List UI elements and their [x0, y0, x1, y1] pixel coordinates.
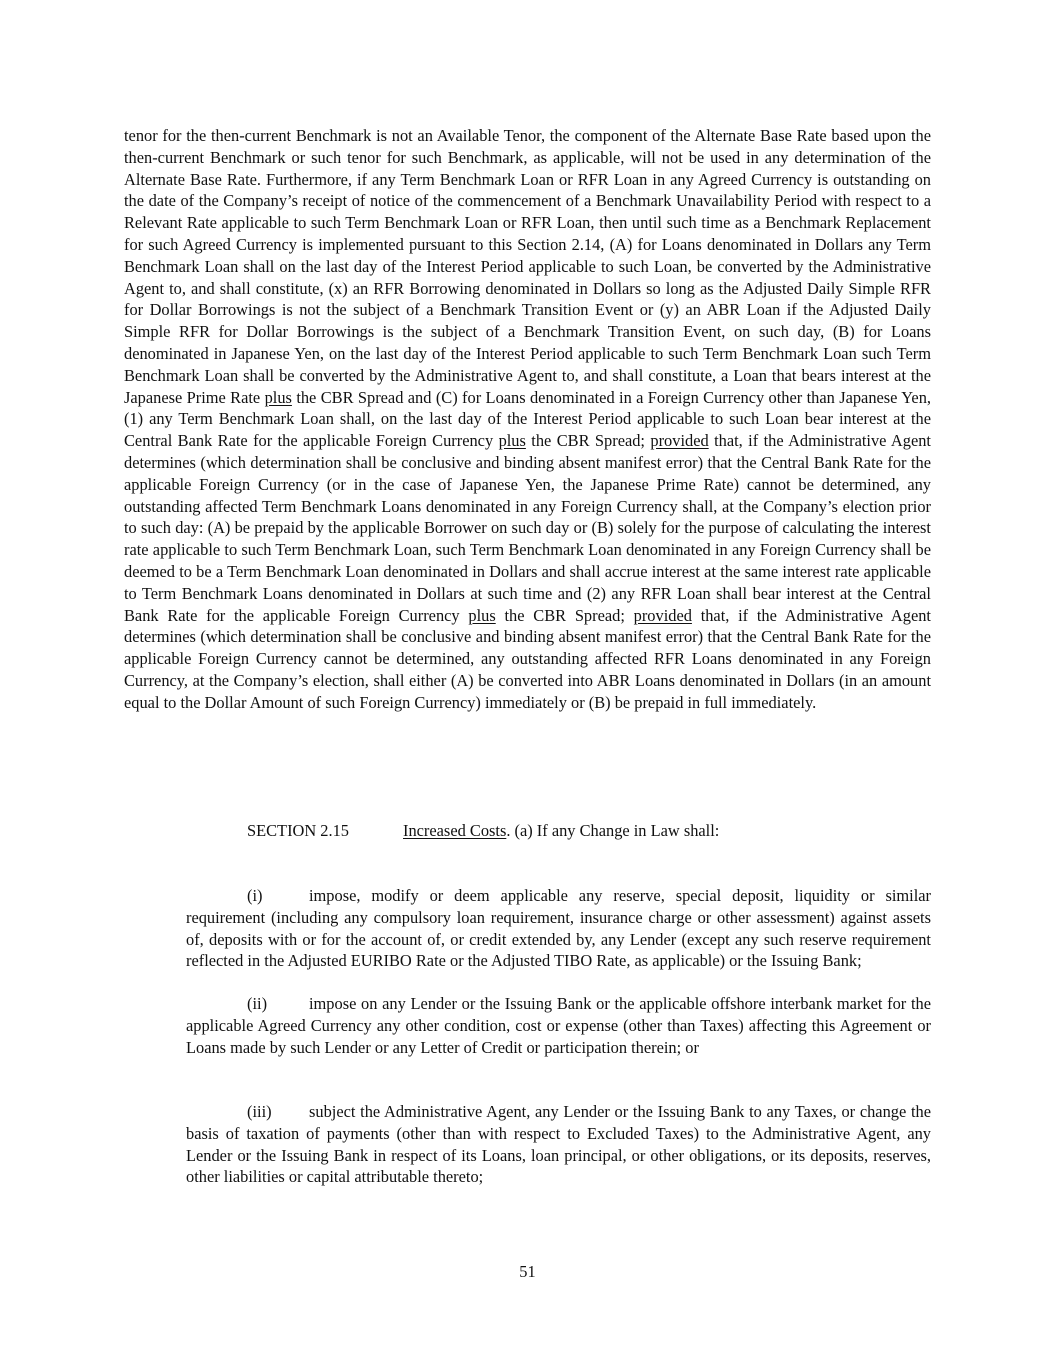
clause-iii — [186, 1101, 931, 1188]
clause-label: (i) — [247, 886, 263, 905]
plus-term: plus — [468, 605, 496, 625]
paragraph-text: tenor for the then-current Benchmark is not an Available Tenor, the component of the Alternate Base Rate based upon the then-current Benchmark or such tenor for such Benchmark, as applicable, will not be used in any determination of the Alternate Base Rate. Furthermore, if any Term Benchmark Loan or RFR Loan in any Agreed Currency is outstanding on the date of the Company’s receipt of notice of the commencement of a Benchmark Unavailability Period with respect to a Relevant Rate applicable to such Term Benchmark Loan or RFR Loan, then until such time as a Benchmark Replacement for such Agreed Currency is implemented pursuant to this Section 2.14, (A) for Loans denominated in Dollars any Term Benchmark Loan shall on the last day of the Interest Period applicable to such Loan, be converted by the Administrative Agent to, and shall constitute, (x) an RFR Borrowing denominated in Dollars so long as the Adjusted Daily Simple RFR for Dollar Borrowings is not the subject of a Benchmark Transition Event or (y) an ABR Loan if the Adjusted Daily Simple RFR for Dollar Borrowings is the subject of a Benchmark Transition Event, on such day, (B) for Loans denominated in Japanese Yen, on the last day of the Interest Period applicable to such Term Benchmark Loan such Term Benchmark Loan shall be converted by the Administrative Agent to, and shall constitute, a Loan that bears interest at the Japanese Prime Rate — [124, 126, 931, 407]
clause-label: (ii) — [247, 994, 268, 1013]
paragraph-text: the CBR Spread; — [531, 431, 645, 451]
plus-term: plus — [498, 431, 526, 451]
page-number: 51 — [519, 1262, 536, 1281]
clause-ii — [186, 993, 931, 1058]
paragraph-text: the CBR Spread and (C) for Loans denominated in a Foreign Currency other than Japanese Yen, (1) any Term Benchmark Loan shall, on the last day of the Interest Period applicable to such Loan bear interest at the Central Bank Rate for the applicable Foreign Currency — [124, 387, 931, 451]
body-paragraph — [124, 125, 931, 714]
paragraph-text: that, if the Administrative Agent determines (which determination shall be conclusive and binding absent manifest error) that the Central Bank Rate for the applicable Foreign Currency cannot be determined, any outstanding affected RFR Loans denominated in any Foreign Currency, at the Company’s election, shall either (A) be converted into ABR Loans denominated in Dollars (in an amount equal to the Dollar Amount of such Foreign Currency) immediately or (B) be prepaid in full immediately. — [124, 605, 931, 712]
clause-text: subject the Administrative Agent, any Lender or the Issuing Bank to any Taxes, or change the basis of taxation of payments (other than with respect to Excluded Taxes) to the Administrative Agent, any Lender or the Issuing Bank in respect of its Loans, loan principal, or other obligations, or its deposits, reserves, other liabilities or capital attributable thereto; — [186, 1102, 931, 1187]
clause-text: impose on any Lender or the Issuing Bank or the applicable offshore interbank market for the applicable Agreed Currency any other condition, cost or expense (other than Taxes) affecting this Agreement or Loans made by such Lender or any Letter of Credit or participation therein; or — [186, 994, 931, 1057]
clause-i — [186, 885, 931, 972]
plus-term: plus — [264, 387, 292, 407]
provided-term: provided — [633, 605, 692, 625]
section-intro: . (a) If any Change in Law shall: — [506, 821, 720, 840]
section-heading — [247, 820, 931, 842]
paragraph-text: that, if the Administrative Agent determines (which determination shall be conclusive and binding absent manifest error) that the Central Bank Rate for the applicable Foreign Currency (or in the case of Japanese Yen, the Japanese Prime Rate) cannot be determined, any outstanding affected Term Benchmark Loans denominated in any Foreign Currency shall, at the Company’s election prior to such day: (A) be prepaid by the applicable Borrower on such day or (B) solely for the purpose of calculating the interest rate applicable to such Term Benchmark Loan, such Term Benchmark Loan denominated in any Foreign Currency shall be deemed to be a Term Benchmark Loan denominated in Dollars and shall accrue interest at the same interest rate applicable to Term Benchmark Loans denominated in Dollars at such time and (2) any RFR Loan shall bear interest at the Central Bank Rate for the applicable Foreign Currency — [124, 431, 931, 625]
clause-label: (iii) — [247, 1102, 272, 1121]
clause-text: impose, modify or deem applicable any reserve, special deposit, liquidity or similar requirement (including any compulsory loan requirement, insurance charge or other assessment) against assets of, deposits with or for the account of, or credit extended by, any Lender (except any such reserve requirement reflected in the Adjusted EURIBO Rate or the Adjusted TIBO Rate, as applicable) or the Issuing Bank; — [186, 886, 931, 971]
paragraph-text: the CBR Spread; — [504, 605, 625, 625]
section-number: SECTION 2.15 — [247, 821, 349, 840]
section-title: Increased Costs — [403, 821, 507, 840]
provided-term: provided — [650, 431, 709, 451]
